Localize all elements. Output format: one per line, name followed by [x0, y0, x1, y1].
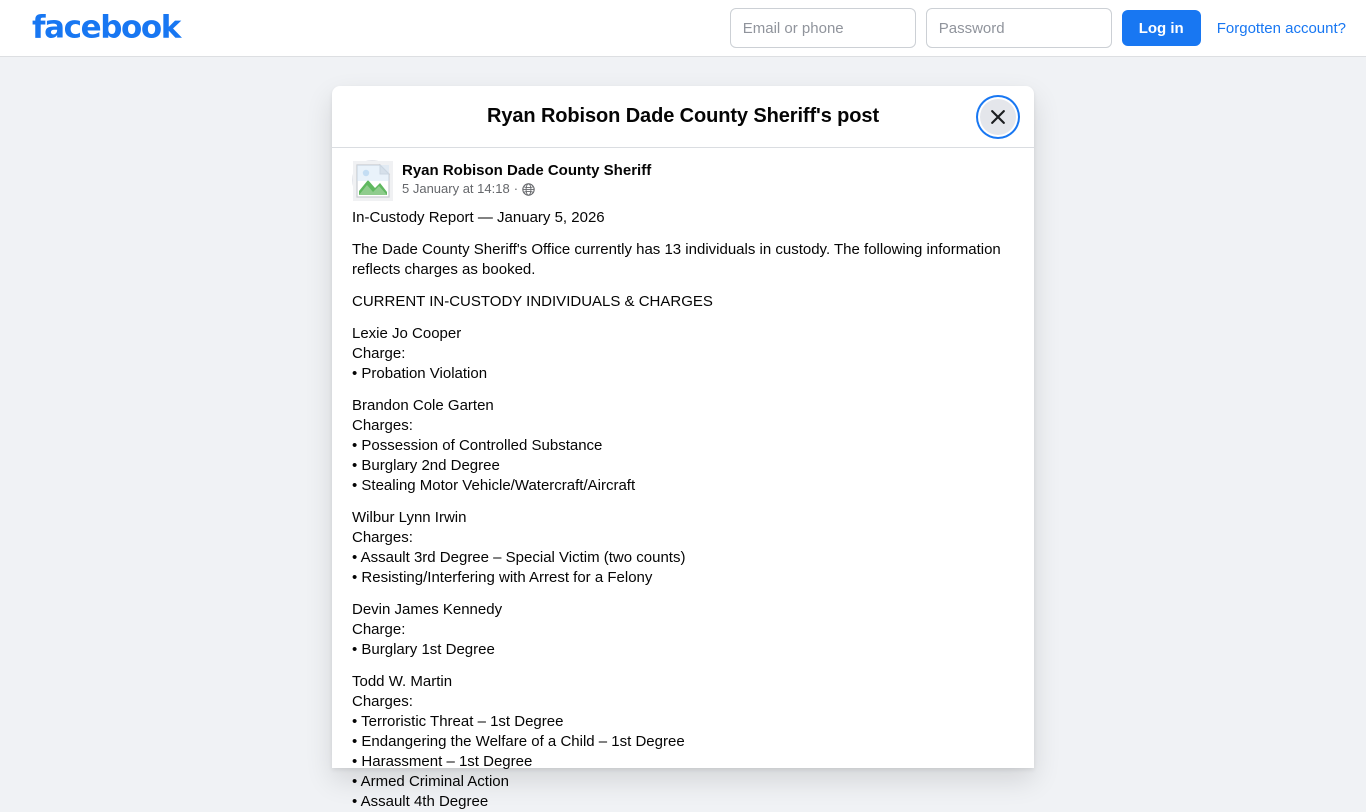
login-form — [730, 8, 1346, 48]
charge-item: • Burglary 1st Degree — [352, 640, 495, 658]
individual-name: Wilbur Lynn Irwin — [352, 508, 467, 526]
avatar[interactable] — [352, 160, 392, 200]
individual-name: Brandon Cole Garten — [352, 396, 494, 414]
individual-entry — [352, 396, 1014, 496]
charges-label: Charges: — [352, 416, 413, 434]
charges-label: Charges: — [352, 692, 413, 710]
report-intro: The Dade County Sheriff's Office currently has 13 individuals in custody. The following information reflects charges as booked. — [352, 240, 1001, 278]
individual-name: Lexie Jo Cooper — [352, 324, 462, 342]
dialog-header — [332, 86, 1034, 148]
dialog-body[interactable] — [332, 148, 1034, 812]
charge-item: • Endangering the Welfare of a Child – 1st Degree — [352, 732, 685, 750]
close-button[interactable] — [980, 99, 1016, 135]
dialog-title: Ryan Robison Dade County Sheriff's post — [487, 105, 879, 127]
individual-name: Devin James Kennedy — [352, 600, 503, 618]
post-author-row — [348, 160, 1018, 208]
post-body-text — [348, 208, 1018, 812]
facebook-top-bar — [0, 0, 1366, 57]
charge-item: • Burglary 2nd Degree — [352, 456, 500, 474]
charge-item: • Terroristic Threat – 1st Degree — [352, 712, 564, 730]
charge-item: • Assault 4th Degree — [352, 792, 489, 810]
individual-entry — [352, 508, 1014, 588]
facebook-logo[interactable]: facebook — [32, 9, 181, 46]
charge-item: • Resisting/Interfering with Arrest for a Felony — [352, 568, 653, 586]
separator-dot: · — [513, 181, 519, 197]
post-dialog — [332, 86, 1034, 810]
post-timestamp[interactable]: 5 January at 14:18 — [402, 181, 510, 197]
individual-entry — [352, 600, 1014, 660]
close-icon — [989, 108, 1007, 126]
charge-item: • Probation Violation — [352, 364, 488, 382]
individual-name: Todd W. Martin — [352, 672, 453, 690]
post-container — [332, 160, 1034, 812]
charges-label: Charges: — [352, 528, 413, 546]
log-in-button[interactable]: Log in — [1122, 10, 1201, 46]
post-meta — [402, 162, 651, 199]
broken-image-placeholder-icon — [353, 161, 391, 201]
report-heading: In-Custody Report — January 5, 2026 — [352, 209, 605, 226]
email-or-phone-input[interactable] — [730, 8, 916, 48]
individuals-list — [352, 324, 1014, 812]
charge-item: • Assault 3rd Degree – Special Victim (two counts) — [352, 548, 686, 566]
charges-label: Charge: — [352, 620, 406, 638]
forgotten-account-link[interactable]: Forgotten account? — [1216, 19, 1346, 37]
charge-item: • Stealing Motor Vehicle/Watercraft/Aircraft — [352, 476, 636, 494]
globe-icon[interactable] — [522, 183, 535, 196]
report-section-title: CURRENT IN-CUSTODY INDIVIDUALS & CHARGES — [352, 292, 713, 310]
charges-label: Charge: — [352, 344, 406, 362]
charge-item: • Armed Criminal Action — [352, 772, 509, 790]
password-input[interactable] — [926, 8, 1112, 48]
charge-item: • Possession of Controlled Substance — [352, 436, 603, 454]
post-subline — [402, 181, 651, 198]
charge-item: • Harassment – 1st Degree — [352, 752, 533, 770]
individual-entry — [352, 672, 1014, 812]
author-name[interactable]: Ryan Robison Dade County Sheriff — [402, 161, 652, 179]
individual-entry — [352, 324, 1014, 384]
